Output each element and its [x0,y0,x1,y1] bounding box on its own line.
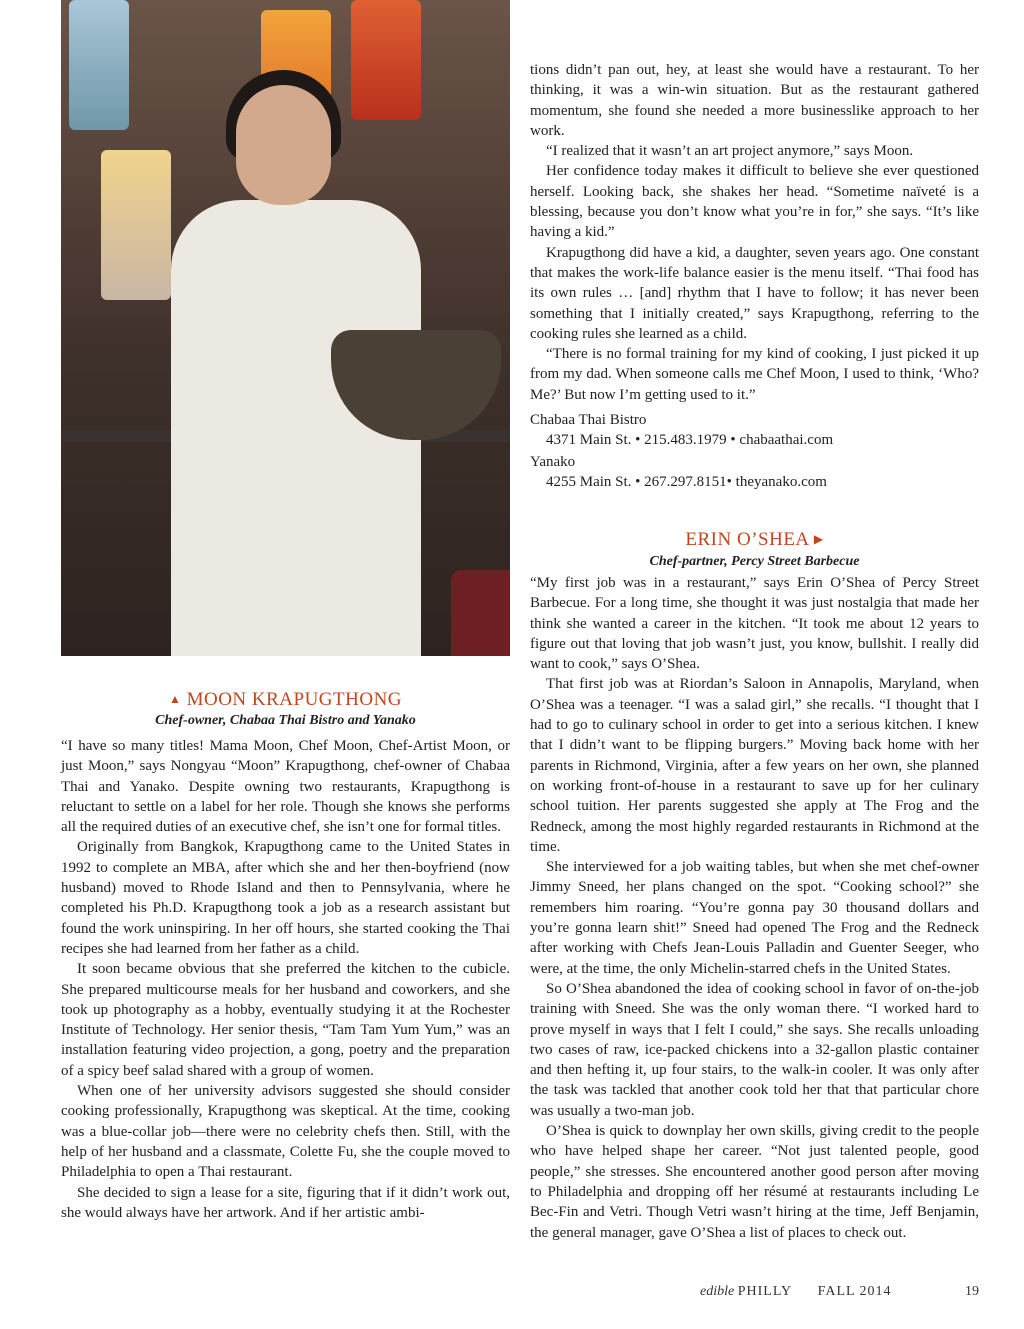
magazine-name: PHILLY [737,1284,793,1299]
paragraph: She decided to sign a lease for a site, figuring that if it didn’t work out, she would always have her artwork. And if her artistic ambi- [61,1184,510,1221]
paragraph: When one of her university advisors suggested she should consider cooking professionally, Krapugthong was skeptical. At the time, cooking was a blue-collar job—there were no celebrity chefs then. Still, with the help of her husband and a classmate, Colette Fu, she the couple moved to Philadelphia to open a Thai restaurant. [61,1083,510,1181]
profile-name-text: MOON KRAPUGTHONG [186,689,403,710]
page-footer [700,1284,979,1300]
paragraph: tions didn’t pan out, hey, at least she would have a restaurant. To her thinking, it was a win-win situation. But as the restaurant gathered momentum, she found she needed a more businesslike approach to her work. [530,62,979,139]
profile-name-oshea [530,529,979,551]
chef-photo [61,0,510,656]
chef-face-shape [236,85,331,205]
paragraph: Originally from Bangkok, Krapugthong came to the United States in 1992 to complete an MBA, after which she and her then-boyfriend (now husband) moved to Rhode Island and then to Pennsylvania, where he completed his Ph.D. Krapugthong took a job as a research assistant but found the work uninspiring. In her off hours, she started cooking the Thai recipes she had learned from her father as a child. [61,839,510,957]
article-column-right-bottom [530,573,979,1243]
lantern-shape [351,0,421,120]
profile-name-moon [61,689,510,711]
chair-shape [451,570,510,656]
paragraph: “I have so many titles! Mama Moon, Chef Moon, Chef-Artist Moon, or just Moon,” says Nongyau “Moon” Krapugthong, chef-owner of Chabaa Thai and Yanako. Despite owning two restaurants, Krapugthong is reluctant to settle on a label for her role. Though she knows she performs all the required duties of an executive chef, she isn’t one for formal titles. [61,738,510,836]
triangle-up-icon: ▲ [168,692,182,706]
business-address-text: 4255 Main St. • 267.297.8151• theyanako.com [546,474,827,490]
issue-label: FALL 2014 [817,1284,892,1299]
paragraph: “There is no formal training for my kind of cooking, I just picked it up from my dad. When someone calls me Chef Moon, I used to think, ‘Who? Me?’ But now I’m getting used to it.” [530,346,979,403]
article-column-left [61,736,510,1223]
business-name: Chabaa Thai Bistro [530,412,647,428]
triangle-right-icon: ▶ [813,532,824,546]
magazine-name-italic: edible [700,1284,735,1299]
lantern-shape [101,150,171,300]
paragraph: “My first job was in a restaurant,” says Erin O’Shea of Percy Street Barbecue. For a long time, she thought it was just nostalgia that made her think she wanted a career in the kitchen. “It took me about 12 years to figure out that loving that job wasn’t just, you know, bullshit. I really did want to cook,” says O’Shea. [530,575,979,673]
business-address [530,474,979,491]
paragraph: “I realized that it wasn’t an art project anymore,” says Moon. [546,143,914,160]
paragraph: She interviewed for a job waiting tables, but when she met chef-owner Jimmy Sneed, her plans changed on the spot. “Cooking school?” she remembers him roaring. “You’re gonna pay 30 thousand dollars and you’re gonna learn shit!” Sneed had opened The Frog and the Redneck after working with Chefs Jean-Louis Palladin and Guenter Seeger, who were, at the time, the only Michelin-starred chefs in the United States. [530,859,979,977]
article-column-right-top [530,60,979,405]
profile-name-text: ERIN O’SHEA [685,529,809,550]
business-name: Yanako [530,454,576,470]
paragraph: So O’Shea abandoned the idea of cooking school in favor of on-the-job training with Sneed. She was the only woman there. “I worked hard to prove myself in ways that I felt I could,” she says. She recalls unloading two cases of raw, ice-packed chickens into a 32-gallon plastic container and then hefting it, up four stairs, to the walk-in cooler. It was only after the task was tackled that another cook told her that that particular chore was usually a two-man job. [530,980,979,1119]
business-address-text: 4371 Main St. • 215.483.1979 • chabaathai.com [546,432,834,448]
profile-role-moon: Chef-owner, Chabaa Thai Bistro and Yanako [155,713,416,728]
business-address [530,432,979,449]
lantern-shape [69,0,129,130]
paragraph: O’Shea is quick to downplay her own skills, giving credit to the people who have helped shape her career. “Not just talented people, good people,” she stresses. She encountered another good person after moving to Philadelphia and dropping off her résumé at restaurants including Le Bec-Fin and Vetri. Though Vetri wasn’t hiring at the time, Jeff Benjamin, the general manager, gave O’Shea a list of places to check out. [530,1123,979,1241]
paragraph: That first job was at Riordan’s Saloon in Annapolis, Maryland, when O’Shea was a teenager. “I was a salad girl,” she recalls. “I thought that I had to go to culinary school in order to get into a serious kitchen. I knew that I didn’t want to be flipping burgers.” Moving back home with her parents in Richmond, Virginia, after a few years on her own, she planned on working front-of-house in a restaurant to save up for her culinary school tuition. Her parents suggested she apply at The Frog and the Redneck, among the most highly regarded restaurants in Richmond at the time. [530,676,979,855]
profile-role-oshea: Chef-partner, Percy Street Barbecue [649,554,860,569]
paragraph: Her confidence today makes it difficult to believe she ever questioned herself. Looking back, she shakes her head. “Sometime naïveté is a blessing, because you don’t know what you’re in for,” she says. “It’s like having a kid.” [530,163,979,241]
page-number: 19 [965,1284,979,1299]
paragraph: It soon became obvious that she preferred the kitchen to the cubicle. She prepared multicourse meals for her husband and coworkers, and she took up photography as a hobby, eventually studying it at the Rochester Institute of Technology. Her senior thesis, “Tam Tam Yum Yum,” was an installation featuring video projection, a gong, poetry and the preparation of a spicy beef salad shared with a group of women. [61,961,510,1079]
paragraph: Krapugthong did have a kid, a daughter, seven years ago. One constant that makes the work-life balance easier is the menu itself. “Thai food has its own rules … [and] rhythm that I have to follow; it has never been something that I initially created,” says Krapugthong, referring to the cooking rules she learned as a child. [530,244,979,342]
